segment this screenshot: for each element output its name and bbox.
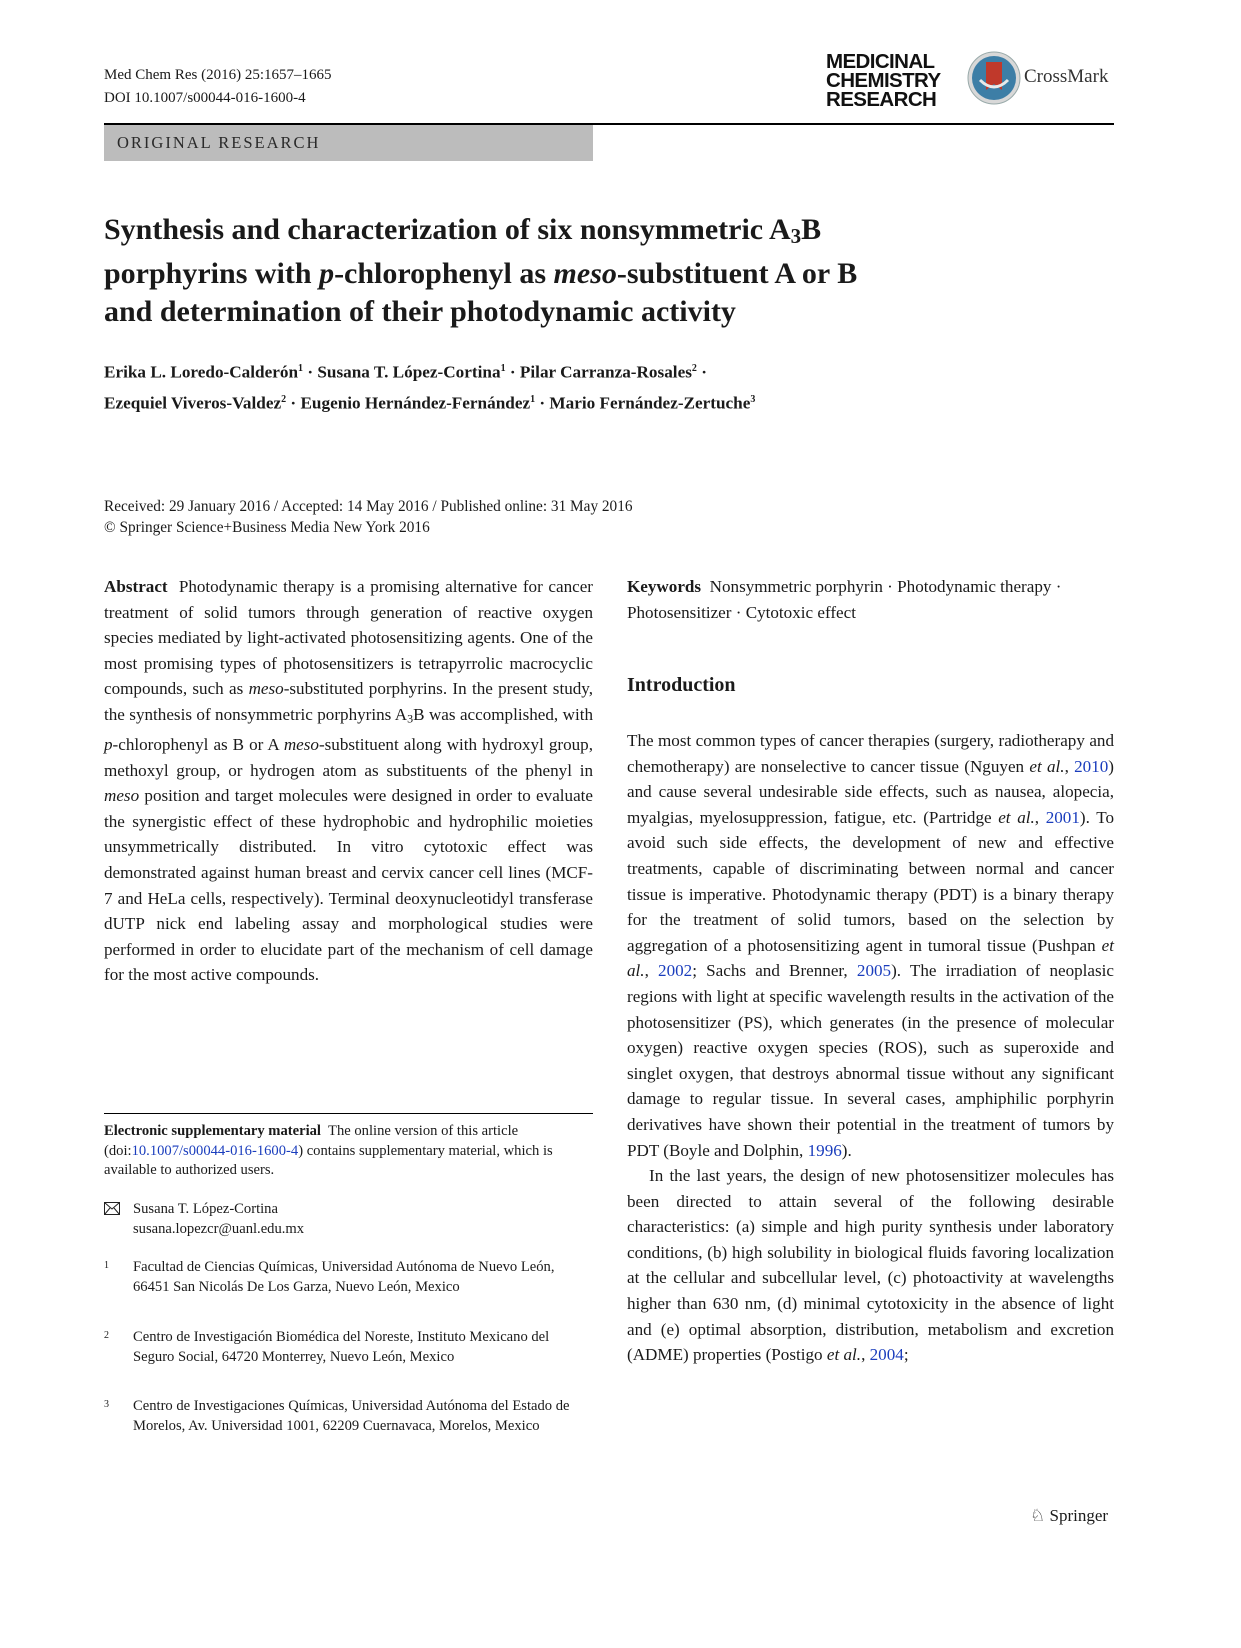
reference-link[interactable]: 2005	[856, 961, 892, 981]
email-address[interactable]: susana.lopezcr@uanl.edu.mx	[133, 1221, 305, 1237]
keywords: Keywords Nonsymmetric porphyrin · Photodynamic therapy · Photosensitizer · Cytotoxic effect	[627, 577, 1062, 622]
paragraph: The most common types of cancer therapies (surgery, radiotherapy and chemotherapy) are nonselective to cancer tissue (Nguyen et al., 2010) and cause several undesirable side effects, such as nausea, alopecia, myalgias, myelosuppression, fatigue, etc. (Partridge et al., 2001). To avoid such side effects, the development of new and effective treatments, capable of discriminating between normal and cancer tissue is imperative. Photodynamic therapy (PDT) is a binary therapy for the treatment of solid tumors, based on the selection by aggregation of a photosensitizing agent in tumoral tissue (Pushpan et al., 2002; Sachs and Brenner, 2005). The irradiation of neoplasic regions with light at specific wavelength results in the activation of the photosensitizer (PS), which generates (in the presence of molecular oxygen) reactive oxygen species (ROS), such as superoxide and singlet oxygen, that destroys abnormal tissue without any significant damage to regular tissue. In several cases, amphiphilic porphyrin derivatives have shown their potential in the treatment of tumors by PDT (Boyle and Dolphin, 1996).	[627, 731, 1115, 1160]
footnote-divider	[104, 1113, 593, 1114]
publisher-footer: ♘ Springer	[1030, 1506, 1109, 1525]
reference-link[interactable]: 1996	[807, 1140, 842, 1160]
copyright-line: © Springer Science+Business Media New York 2016	[104, 519, 430, 536]
introduction-heading: Introduction	[627, 674, 736, 696]
author-name[interactable]: Erika L. Loredo-Calderón	[104, 362, 299, 382]
affiliation: 2 Centro de Investigación Biomédica del Noreste, Instituto Mexicano del Seguro Social, 64720 Monterrey, Nuevo León, Mexico	[104, 1329, 550, 1365]
corresponding-author: Susana T. López-Cortina	[133, 1201, 278, 1217]
keywords-heading: Keywords	[627, 577, 702, 596]
affiliation: 1 Facultad de Ciencias Químicas, Universidad Autónoma de Nuevo León, 66451 San Nicolás De Los Garza, Nuevo León, Mexico	[104, 1259, 555, 1295]
introduction-body	[627, 728, 1114, 1368]
crossmark-label[interactable]: CrossMark	[1024, 66, 1109, 87]
reference-link[interactable]: 2001	[1045, 807, 1080, 827]
abstract: Abstract Photodynamic therapy is a promising alternative for cancer treatment of solid tumors through generation of reactive oxygen species mediated by light-activated photosensitizing agents. One of the most promising types of photosensitizers is tetrapyrrolic macrocyclic compounds, such as meso-substituted porphyrins. In the present study, the synthesis of nonsymmetric porphyrins $A_3B$ was accomplished, with p-chlorophenyl as B or A meso-substituent along with hydroxyl group, methoxyl group, or hydrogen atom as substituents of the phenyl in meso position and target molecules were designed in order to evaluate the synergistic effect of these hydrophobic and hydrophilic moieties unsymmetrically distributed. In vitro cytotoxic effect was demonstrated against human breast and cervix cancer cell lines (MCF-7 and HeLa cells, respectively). Terminal deoxynucleotidyl transferase dUTP nick end labeling assay and morphological studies were performed in order to elucidate part of the mechanism of cell damage for the most active compounds.	[104, 577, 593, 985]
author-list: Erika L. Loredo-Calderón$^1$ · Susana T. López-Cortina$^1$ · Pilar Carranza-Rosales$^2$ · Ezequiel Viveros-Valdez$^2$ · Eugenio Hernández-Fernández$^1$ · Mario Fernández-Zertuche$^3$	[104, 362, 756, 413]
doi-link[interactable]: 10.1007/s00044-016-1600-4	[131, 1142, 299, 1159]
author-name[interactable]: Ezequiel Viveros-Valdez	[104, 393, 282, 413]
reference-link[interactable]: 2002	[658, 961, 693, 981]
crossmark-icon[interactable]	[966, 50, 1022, 106]
paper-title: Synthesis and characterization of six nonsymmetric $A_3B$ porphyrins with p-chlorophenyl as meso-substituent A or B and determination of their photodynamic activity	[104, 213, 858, 329]
author-name[interactable]: Susana T. López-Cortina	[317, 362, 501, 382]
abstract-heading: Abstract	[104, 577, 168, 596]
affiliation: 3 Centro de Investigaciones Químicas, Universidad Autónoma del Estado de Morelos, Av. Universidad 1001, 62209 Cuernavaca, Morelos, Mexico	[104, 1398, 570, 1434]
publication-dates: Received: 29 January 2016 / Accepted: 14 May 2016 / Published online: 31 May 2016 © Springer Science+Business Media New York 2016	[104, 498, 633, 536]
paragraph: In the last years, the design of new photosensitizer molecules has been directed to attain several of the following desirable characteristics: (a) simple and high purity synthesis under laboratory conditions, (b) high solubility in biological fluids favoring localization at the cellular and subcellular level, (c) photoactivity at wavelengths higher than 630 nm, (d) minimal cytotoxicity in the absence of light and (e) optimal absorption, distribution, metabolism and excretion (ADME) properties (Postigo et al., 2004;	[627, 1166, 1114, 1365]
doi-line: DOI 10.1007/s00044-016-1600-4	[104, 90, 306, 106]
author-name[interactable]: Pilar Carranza-Rosales	[519, 362, 692, 382]
citation-line: Med Chem Res (2016) 25:1657–1665	[104, 67, 332, 83]
journal-logo: MEDICINAL CHEMISTRY RESEARCH	[826, 50, 941, 111]
supplementary-material-note: Electronic supplementary material The online version of this article (doi:10.1007/s00044-016-1600-4) contains supplementary material, which is available to authorized users.	[104, 1123, 553, 1178]
envelope-icon	[104, 1201, 120, 1221]
author-name[interactable]: Mario Fernández-Zertuche	[549, 393, 751, 413]
springer-horse-icon: ♘	[1030, 1506, 1046, 1525]
reference-link[interactable]: 2004	[869, 1345, 904, 1365]
article-citation-header	[104, 64, 331, 110]
section-label: ORIGINAL RESEARCH	[104, 125, 593, 161]
author-name[interactable]: Eugenio Hernández-Fernández	[300, 393, 531, 413]
correspondence	[104, 1199, 593, 1239]
reference-link[interactable]: 2010	[1074, 756, 1109, 776]
